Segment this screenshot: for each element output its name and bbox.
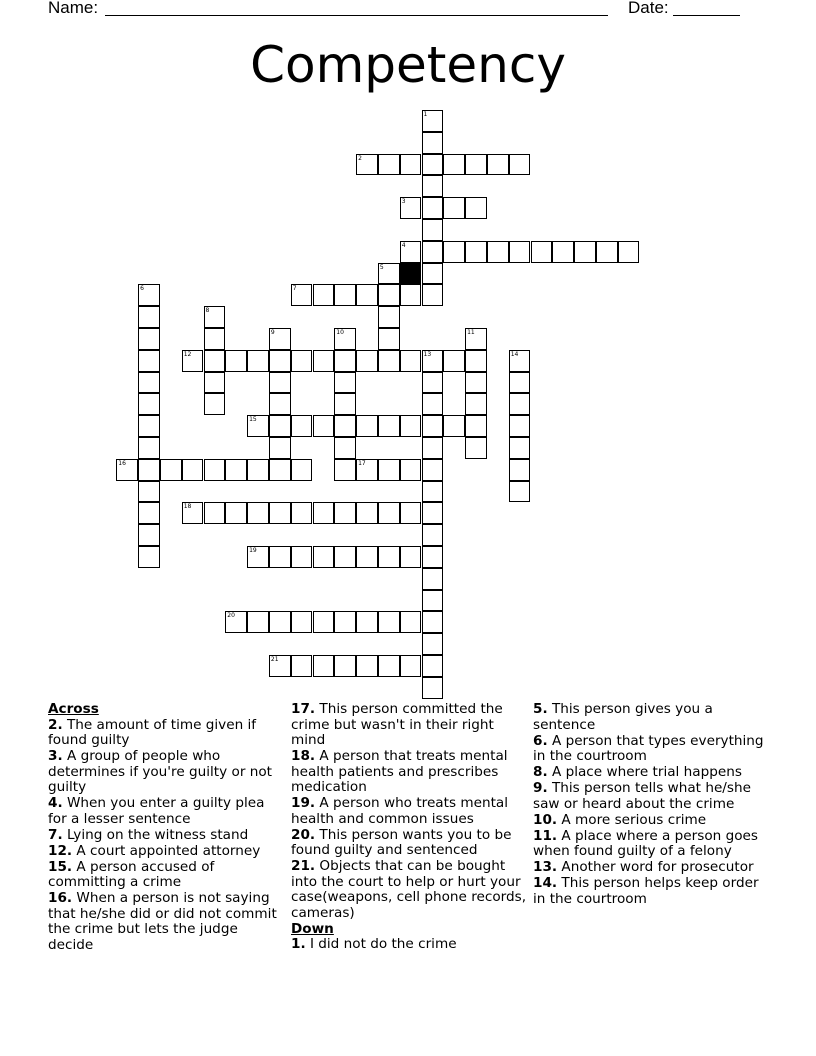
grid-cell[interactable]: [509, 393, 531, 415]
clue-number: 17.: [291, 701, 316, 717]
grid-cell[interactable]: [269, 328, 291, 350]
grid-cell[interactable]: [269, 372, 291, 394]
grid-cell[interactable]: [204, 459, 226, 481]
clue-number: 2.: [48, 716, 63, 733]
grid-cell[interactable]: [334, 372, 356, 394]
grid-cell[interactable]: [574, 241, 596, 263]
grid-cell[interactable]: [269, 546, 291, 568]
cell-number: 13: [423, 350, 432, 358]
grid-cell[interactable]: [618, 241, 640, 263]
clue-number: 14.: [533, 875, 558, 891]
clue-6: [533, 734, 773, 765]
clue-number: 7.: [48, 826, 63, 843]
clue-number: 5.: [533, 701, 548, 717]
grid-cell[interactable]: [291, 502, 313, 524]
grid-cell[interactable]: [465, 197, 487, 219]
grid-cell[interactable]: [509, 350, 531, 372]
clues-column-3: [533, 702, 773, 908]
grid-cell[interactable]: [509, 372, 531, 394]
grid-cell[interactable]: [596, 241, 618, 263]
grid-cell[interactable]: [247, 546, 269, 568]
grid-cell[interactable]: [313, 611, 335, 633]
clue-text: A person that types everything in the courtroom: [533, 732, 764, 764]
clue-14: [533, 876, 773, 907]
grid-cell[interactable]: [247, 415, 269, 437]
grid-cell[interactable]: [334, 502, 356, 524]
grid-cell[interactable]: [509, 154, 531, 176]
clue-21: [291, 859, 527, 921]
grid-cell[interactable]: [400, 154, 422, 176]
grid-cell[interactable]: [138, 415, 160, 437]
grid-cell[interactable]: [378, 546, 400, 568]
grid-cell[interactable]: [334, 459, 356, 481]
clue-9: [533, 781, 773, 812]
clue-text: A more serious crime: [557, 811, 707, 828]
grid-cell[interactable]: [422, 263, 444, 285]
grid-cell[interactable]: [356, 502, 378, 524]
grid-cell[interactable]: [269, 350, 291, 372]
grid-cell[interactable]: [378, 154, 400, 176]
grid-cell[interactable]: [422, 219, 444, 241]
grid-cell[interactable]: [422, 110, 444, 132]
grid-cell[interactable]: [182, 459, 204, 481]
clue-5: [533, 702, 773, 733]
grid-cell[interactable]: [334, 350, 356, 372]
grid-cell[interactable]: [422, 154, 444, 176]
clue-2: [48, 718, 280, 749]
clue-16: [48, 891, 280, 953]
grid-cell[interactable]: [182, 350, 204, 372]
clue-text: A person accused of committing a crime: [48, 858, 215, 890]
grid-cell[interactable]: [422, 197, 444, 219]
grid-cell[interactable]: [269, 655, 291, 677]
clue-7: [48, 828, 280, 844]
clue-number: 16.: [48, 890, 73, 906]
grid-cell[interactable]: [204, 328, 226, 350]
grid-cell[interactable]: [138, 306, 160, 328]
grid-cell[interactable]: [291, 350, 313, 372]
grid-cell[interactable]: [269, 502, 291, 524]
grid-cell[interactable]: [422, 611, 444, 633]
clue-text: A group of people who determines if you're guilty or not guilty: [48, 748, 272, 795]
grid-cell[interactable]: [334, 284, 356, 306]
clue-17: [291, 702, 527, 749]
grid-cell[interactable]: [400, 284, 422, 306]
cell-number: 16: [118, 459, 126, 467]
grid-cell[interactable]: [204, 350, 226, 372]
grid-cell[interactable]: [465, 393, 487, 415]
clue-10: [533, 813, 773, 829]
grid-cell[interactable]: [422, 677, 444, 699]
grid-cell[interactable]: [138, 459, 160, 481]
grid-cell[interactable]: [334, 415, 356, 437]
clue-number: 6.: [533, 732, 548, 749]
grid-cell[interactable]: [291, 415, 313, 437]
grid-cell[interactable]: [313, 284, 335, 306]
clue-number: 1.: [291, 936, 306, 952]
clue-text: This person committed the crime but wasn't in their right mind: [291, 701, 503, 748]
grid-cell[interactable]: [356, 415, 378, 437]
clue-text: Objects that can be bought into the court to help or hurt your case(weapons, cell phone records, cameras): [291, 858, 527, 921]
clues-column-2: [291, 702, 527, 953]
page-title: Competency: [250, 36, 566, 94]
grid-cell[interactable]: [422, 481, 444, 503]
grid-cell[interactable]: [400, 611, 422, 633]
clue-number: 15.: [48, 858, 73, 875]
grid-cell[interactable]: [313, 415, 335, 437]
cell-number: 2: [358, 154, 362, 162]
cell-number: 8: [205, 307, 210, 315]
clue-number: 11.: [533, 827, 558, 844]
cell-number: 21: [270, 656, 279, 663]
grid-cell[interactable]: [291, 655, 313, 677]
clue-12: [48, 844, 280, 860]
grid-cell[interactable]: [204, 393, 226, 415]
cell-number: 17: [358, 459, 366, 467]
grid-cell[interactable]: [204, 306, 226, 328]
grid-cell[interactable]: [422, 502, 444, 524]
across-clue-list-continued: [291, 702, 527, 921]
grid-cell[interactable]: [465, 241, 487, 263]
grid-cell[interactable]: [422, 655, 444, 677]
grid-cell[interactable]: [204, 372, 226, 394]
grid-cell[interactable]: [269, 611, 291, 633]
cell-number: 12: [183, 350, 192, 358]
clue-text: A place where a person goes when found guilty of a felony: [533, 827, 758, 859]
cell-number: 11: [467, 329, 475, 336]
grid-cell[interactable]: [509, 415, 531, 437]
grid-cell[interactable]: [443, 197, 465, 219]
cell-number: 18: [183, 503, 192, 511]
grid-cell[interactable]: [247, 459, 269, 481]
cell-number: 5: [379, 263, 384, 271]
grid-cell[interactable]: [422, 415, 444, 437]
grid-cell[interactable]: [138, 284, 160, 306]
grid-cell[interactable]: [378, 459, 400, 481]
clue-text: I did not do the crime: [305, 936, 457, 952]
grid-cell[interactable]: [247, 502, 269, 524]
clue-number: 12.: [48, 842, 73, 859]
clue-number: 13.: [533, 859, 558, 875]
down-heading: Down: [291, 920, 334, 937]
clue-11: [533, 829, 773, 860]
date-label: Date:: [628, 0, 669, 17]
grid-cell[interactable]: [422, 459, 444, 481]
clue-text: This person gives you a sentence: [533, 701, 713, 733]
clue-19: [291, 796, 527, 827]
grid-cell[interactable]: [378, 502, 400, 524]
grid-cell[interactable]: [269, 437, 291, 459]
grid-cell[interactable]: [160, 459, 182, 481]
grid-cell[interactable]: [334, 611, 356, 633]
grid-cell[interactable]: [443, 154, 465, 176]
grid-cell[interactable]: [225, 350, 247, 372]
grid-cell[interactable]: [552, 241, 574, 263]
grid-cell[interactable]: [400, 415, 422, 437]
grid-cell[interactable]: [378, 655, 400, 677]
grid-cell[interactable]: [291, 459, 313, 481]
cell-number: 9: [270, 329, 275, 336]
grid-cell[interactable]: [465, 328, 487, 350]
grid-cell[interactable]: [378, 284, 400, 306]
grid-cell[interactable]: [334, 655, 356, 677]
grid-cell[interactable]: [378, 350, 400, 372]
grid-cell[interactable]: [356, 655, 378, 677]
down-clue-list-continued: [533, 702, 773, 907]
across-heading: Across: [48, 701, 99, 717]
grid-cell[interactable]: [291, 611, 313, 633]
grid-cell[interactable]: [225, 611, 247, 633]
clue-15: [48, 860, 280, 891]
grid-cell[interactable]: [356, 546, 378, 568]
grid-cell[interactable]: [138, 524, 160, 546]
grid-cell[interactable]: [138, 393, 160, 415]
grid-cell[interactable]: [313, 546, 335, 568]
cell-number: 14: [510, 350, 519, 358]
clue-text: The amount of time given if found guilty: [48, 716, 257, 748]
grid-cell[interactable]: [465, 415, 487, 437]
grid-cell[interactable]: [443, 241, 465, 263]
grid-cell[interactable]: [378, 611, 400, 633]
grid-cell[interactable]: [291, 284, 313, 306]
cell-number: 4: [401, 241, 406, 249]
grid-cell[interactable]: [422, 437, 444, 459]
grid-cell[interactable]: [356, 459, 378, 481]
grid-cell[interactable]: [400, 241, 422, 263]
grid-cell[interactable]: [378, 263, 400, 285]
clue-text: This person tells what he/she saw or heard about the crime: [533, 780, 751, 812]
grid-cell[interactable]: [465, 154, 487, 176]
grid-cell[interactable]: [247, 350, 269, 372]
clue-text: A place where trial happens: [547, 764, 742, 780]
grid-cell[interactable]: [422, 524, 444, 546]
grid-cell[interactable]: [269, 415, 291, 437]
grid-cell[interactable]: [313, 655, 335, 677]
grid-cell[interactable]: [334, 328, 356, 350]
grid-cell[interactable]: [422, 372, 444, 394]
grid-cell[interactable]: [422, 568, 444, 590]
grid-cell[interactable]: [291, 546, 313, 568]
cell-number: 20: [227, 612, 235, 620]
name-label: Name:: [48, 0, 99, 17]
grid-cell[interactable]: [334, 437, 356, 459]
cell-number: 15: [249, 416, 257, 424]
clue-1: [291, 937, 527, 953]
clue-text: Lying on the witness stand: [62, 826, 249, 843]
grid-cell[interactable]: [422, 633, 444, 655]
grid-cell[interactable]: [269, 459, 291, 481]
clue-number: 3.: [48, 748, 63, 764]
grid-cell[interactable]: [400, 197, 422, 219]
cell-number: 3: [401, 198, 406, 206]
grid-cell[interactable]: [138, 328, 160, 350]
clue-number: 10.: [533, 811, 558, 828]
clue-number: 18.: [291, 748, 316, 764]
grid-cell[interactable]: [313, 502, 335, 524]
grid-cell[interactable]: [531, 241, 553, 263]
cell-number: 19: [249, 547, 257, 554]
clue-text: When a person is not saying that he/she did or did not commit the crime but lets the judge decide: [48, 890, 277, 953]
grid-cell[interactable]: [422, 590, 444, 612]
cell-number: 6: [140, 285, 144, 293]
grid-cell[interactable]: [487, 154, 509, 176]
black-cell: [400, 263, 422, 285]
grid-cell[interactable]: [422, 241, 444, 263]
grid-cell[interactable]: [356, 611, 378, 633]
grid-cell[interactable]: [422, 284, 444, 306]
clue-text: This person wants you to be found guilty and sentenced: [291, 826, 512, 858]
grid-cell[interactable]: [422, 393, 444, 415]
grid-cell[interactable]: [509, 481, 531, 503]
grid-cell[interactable]: [465, 437, 487, 459]
grid-cell[interactable]: [356, 350, 378, 372]
grid-cell[interactable]: [378, 306, 400, 328]
grid-cell[interactable]: [509, 459, 531, 481]
grid-cell[interactable]: [509, 437, 531, 459]
grid-cell[interactable]: [204, 502, 226, 524]
grid-cell[interactable]: [422, 132, 444, 154]
grid-cell[interactable]: [356, 154, 378, 176]
grid-cell[interactable]: [465, 350, 487, 372]
clue-text: A person that treats mental health patients and prescribes medication: [291, 748, 508, 795]
grid-cell[interactable]: [443, 350, 465, 372]
grid-cell[interactable]: [422, 350, 444, 372]
grid-cell[interactable]: [138, 437, 160, 459]
cell-number: 10: [336, 329, 344, 336]
clue-4: [48, 796, 280, 827]
grid-cell[interactable]: [269, 393, 291, 415]
clue-text: Another word for prosecutor: [557, 859, 754, 875]
grid-cell[interactable]: [487, 241, 509, 263]
clue-text: This person helps keep order in the courtroom: [533, 875, 759, 907]
down-clue-list: [291, 937, 527, 953]
clue-13: [533, 860, 773, 876]
grid-cell[interactable]: [378, 328, 400, 350]
grid-cell[interactable]: [422, 175, 444, 197]
grid-cell[interactable]: [400, 350, 422, 372]
grid-cell[interactable]: [443, 415, 465, 437]
across-clue-list: [48, 718, 280, 954]
clue-number: 9.: [533, 780, 548, 796]
grid-cell[interactable]: [138, 481, 160, 503]
grid-cell[interactable]: [422, 546, 444, 568]
grid-cell[interactable]: [138, 502, 160, 524]
grid-cell[interactable]: [313, 350, 335, 372]
clue-text: When you enter a guilty plea for a lesser sentence: [48, 795, 265, 827]
grid-cell[interactable]: [138, 372, 160, 394]
clue-20: [291, 828, 527, 859]
clue-number: 8.: [533, 764, 548, 780]
clue-number: 21.: [291, 858, 316, 874]
grid-cell[interactable]: [465, 372, 487, 394]
clue-text: A person who treats mental health and common issues: [291, 795, 509, 827]
grid-cell[interactable]: [138, 350, 160, 372]
grid-cell[interactable]: [334, 393, 356, 415]
grid-cell[interactable]: [378, 415, 400, 437]
clue-3: [48, 749, 280, 796]
clue-number: 20.: [291, 826, 316, 843]
grid-cell[interactable]: [116, 459, 138, 481]
clue-number: 19.: [291, 795, 316, 811]
cell-number: 1: [423, 111, 428, 118]
grid-cell[interactable]: [356, 284, 378, 306]
cell-number: 7: [292, 285, 297, 293]
grid-cell[interactable]: [400, 459, 422, 481]
grid-cell[interactable]: [400, 546, 422, 568]
grid-cell[interactable]: [225, 502, 247, 524]
grid-cell[interactable]: [400, 655, 422, 677]
clue-number: 4.: [48, 795, 63, 811]
clues-column-1: [48, 702, 280, 954]
clue-18: [291, 749, 527, 796]
grid-cell[interactable]: [138, 546, 160, 568]
grid-cell[interactable]: [509, 241, 531, 263]
grid-cell[interactable]: [247, 611, 269, 633]
clue-8: [533, 765, 773, 781]
grid-cell[interactable]: [334, 546, 356, 568]
clue-text: A court appointed attorney: [72, 842, 261, 859]
grid-cell[interactable]: [182, 502, 204, 524]
grid-cell[interactable]: [225, 459, 247, 481]
grid-cell[interactable]: [400, 502, 422, 524]
